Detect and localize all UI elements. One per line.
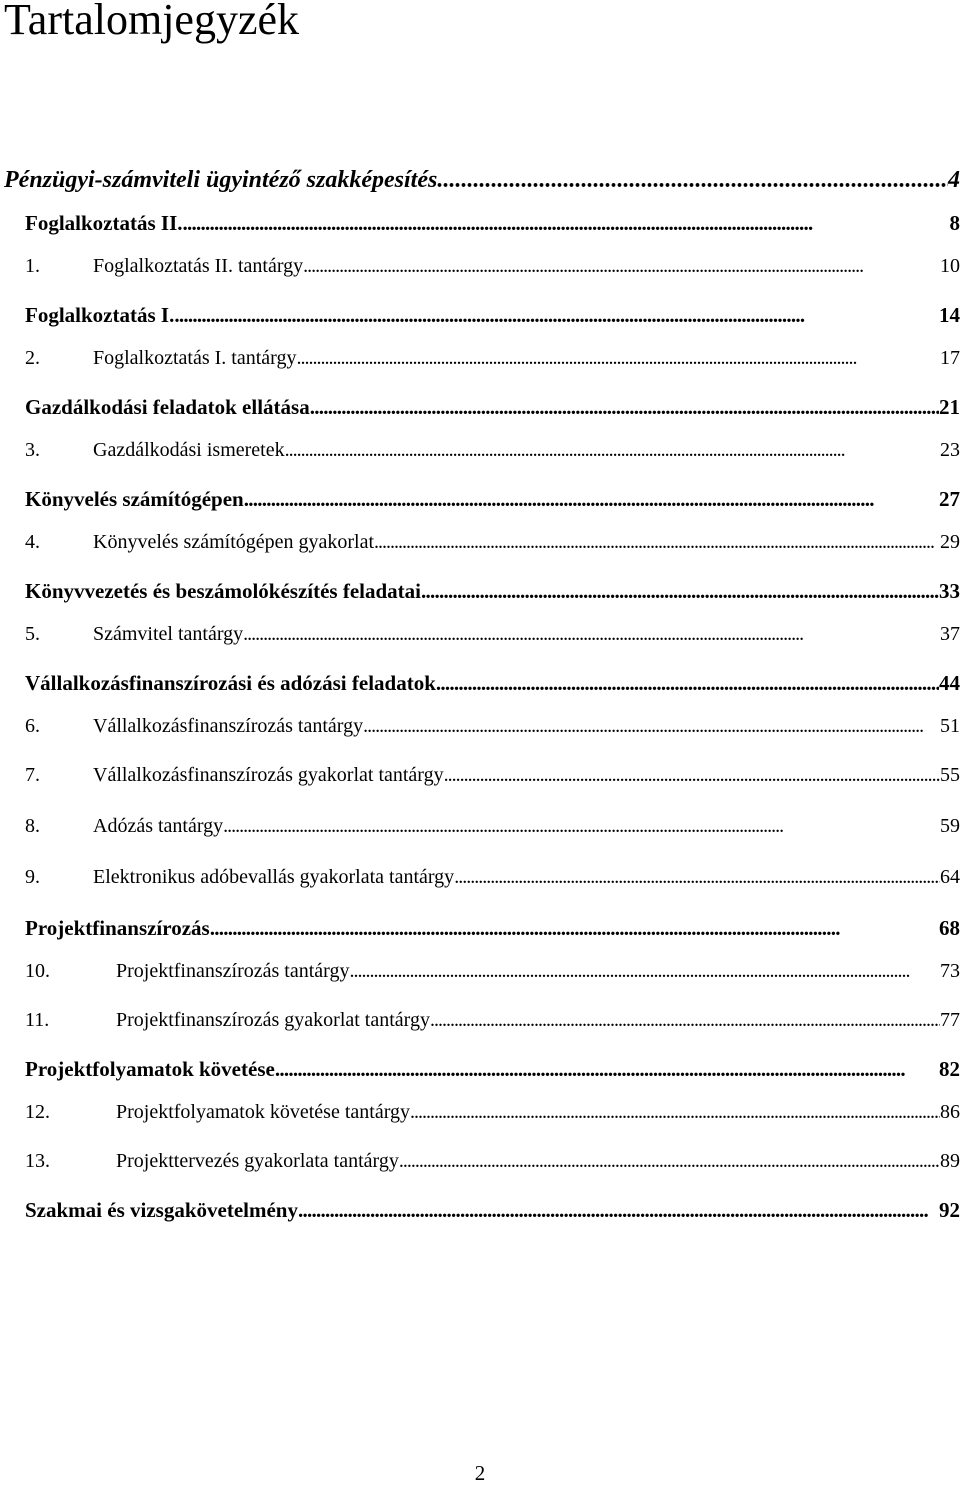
dot-leader [421, 578, 939, 604]
toc-entry-number: 2. [25, 347, 40, 369]
toc-entry-title: Könyvvezetés és beszámolókészítés feladatai [25, 579, 421, 603]
dot-leader [374, 529, 940, 555]
toc-subentry[interactable] [25, 253, 960, 279]
toc-subentry[interactable] [25, 813, 960, 839]
dot-leader [243, 621, 940, 647]
toc-entry-page: 89 [940, 1150, 960, 1172]
toc-entry-page: 86 [940, 1101, 960, 1123]
toc-entry-page: 23 [940, 439, 960, 461]
dot-leader [437, 167, 948, 193]
toc-entry-title: Foglalkoztatás II. tantárgy [93, 255, 304, 277]
page-number: 2 [474, 1461, 486, 1485]
toc-entry-number: 3. [25, 439, 40, 461]
toc-entry-page: 21 [939, 395, 960, 419]
toc-entry-page: 37 [940, 623, 960, 645]
dot-leader [363, 713, 940, 739]
toc-entry-page: 51 [940, 715, 960, 737]
toc-entry-number: 10. [25, 960, 50, 982]
dot-leader [410, 1099, 940, 1125]
toc-entry-number: 11. [25, 1009, 50, 1031]
toc-section[interactable] [25, 486, 960, 512]
dot-leader [399, 1148, 940, 1174]
toc-entry-number: 4. [25, 531, 40, 553]
toc-entry-page: 92 [939, 1198, 960, 1222]
toc-entry-page: 73 [940, 960, 960, 982]
toc-entry-title: Vállalkozásfinanszírozás tantárgy [93, 715, 364, 737]
toc-subentry[interactable] [25, 762, 960, 788]
dot-leader [454, 864, 940, 890]
toc-section[interactable] [25, 210, 960, 236]
toc-entry-page: 64 [940, 866, 960, 888]
toc-entry-number: 7. [25, 764, 40, 786]
toc-entry-page: 33 [939, 579, 960, 603]
dot-leader [436, 670, 939, 696]
toc-entry-title: Szakmai és vizsgakövetelmény [25, 1198, 298, 1222]
toc-subentry[interactable] [25, 958, 960, 984]
toc-section[interactable] [25, 670, 960, 696]
toc-entry-page: 14 [939, 303, 960, 327]
toc-entry-number: 13. [25, 1150, 50, 1172]
dot-leader [183, 210, 950, 236]
dot-leader [275, 1056, 939, 1082]
dot-leader [223, 813, 940, 839]
toc-section[interactable] [25, 302, 960, 328]
dot-leader [244, 486, 939, 512]
toc-entry-number: 5. [25, 623, 40, 645]
toc-section[interactable] [25, 1056, 960, 1082]
toc-entry-page: 44 [939, 671, 960, 695]
toc-entry-title: Vállalkozásfinanszírozás gyakorlat tantárgy [93, 764, 444, 786]
toc-subentry[interactable] [25, 529, 960, 555]
toc-entry-page: 17 [940, 347, 960, 369]
toc-entry-title: Adózás tantárgy [93, 815, 224, 837]
toc-entry-page: 55 [940, 764, 960, 786]
dot-leader [174, 302, 939, 328]
dot-leader [349, 958, 940, 984]
dot-leader [298, 1197, 939, 1223]
toc-entry-page: 68 [939, 916, 960, 940]
toc-subentry[interactable] [25, 864, 960, 890]
page-title: Tartalomjegyzék [4, 0, 300, 44]
toc-entry-page: 10 [940, 255, 960, 277]
toc-entry-title: Projektfinanszírozás [25, 916, 210, 940]
toc-entry-number: 12. [25, 1101, 50, 1123]
toc-entry-title: Könyvelés számítógépen [25, 487, 244, 511]
toc-entry-title: Számvitel tantárgy [93, 623, 244, 645]
toc-entry-title: Projekttervezés gyakorlata tantárgy [116, 1150, 399, 1172]
toc-entry-title: Projektfinanszírozás tantárgy [116, 960, 350, 982]
toc-entry-page: 59 [940, 815, 960, 837]
toc-entry-title: Projektfinanszírozás gyakorlat tantárgy [116, 1009, 430, 1031]
toc-section[interactable] [25, 915, 960, 941]
toc-section[interactable] [25, 578, 960, 604]
toc-entry-number: 1. [25, 255, 40, 277]
toc-subentry[interactable] [25, 1007, 960, 1033]
toc-entry-title: Gazdálkodási ismeretek [93, 439, 285, 461]
toc-entry-title: Foglalkoztatás I. [25, 303, 175, 327]
toc-section[interactable] [25, 1197, 960, 1223]
toc-entry-title: Gazdálkodási feladatok ellátása [25, 395, 310, 419]
toc-entry-page: 8 [949, 211, 960, 235]
toc-subentry[interactable] [25, 1148, 960, 1174]
toc-entry-title: Foglalkoztatás I. tantárgy [93, 347, 297, 369]
toc-entry-title: Elektronikus adóbevallás gyakorlata tantárgy [93, 866, 455, 888]
toc-entry-page: 77 [940, 1009, 960, 1031]
dot-leader [285, 437, 940, 463]
toc-entry-page: 27 [939, 487, 960, 511]
toc-entry-page: 29 [940, 531, 960, 553]
dot-leader [303, 253, 940, 279]
toc-entry-number: 8. [25, 815, 40, 837]
toc-entry-title: Vállalkozásfinanszírozási és adózási feladatok [25, 671, 436, 695]
dot-leader [296, 345, 940, 371]
toc-entry-page: 82 [939, 1057, 960, 1081]
toc-entry-title: Pénzügyi-számviteli ügyintéző szakképesítés [4, 167, 438, 193]
dot-leader [444, 762, 940, 788]
toc-entry-number: 6. [25, 715, 40, 737]
toc-subentry[interactable] [25, 621, 960, 647]
toc-subentry[interactable] [25, 437, 960, 463]
toc-section[interactable] [25, 394, 960, 420]
toc-entry-title: Projektfolyamatok követése [25, 1057, 275, 1081]
toc-entry-title: Könyvelés számítógépen gyakorlat [93, 531, 375, 553]
toc-subentry[interactable] [25, 1099, 960, 1125]
toc-subentry[interactable] [25, 713, 960, 739]
dot-leader [430, 1007, 940, 1033]
toc-entry-title: Projektfolyamatok követése tantárgy [116, 1101, 410, 1123]
toc-main-heading[interactable] [4, 167, 960, 193]
dot-leader [310, 394, 939, 420]
toc-entry-page: 4 [948, 167, 960, 193]
dot-leader [210, 915, 939, 941]
toc-subentry[interactable] [25, 345, 960, 371]
toc-entry-number: 9. [25, 866, 40, 888]
toc-entry-title: Foglalkoztatás II. [25, 211, 183, 235]
